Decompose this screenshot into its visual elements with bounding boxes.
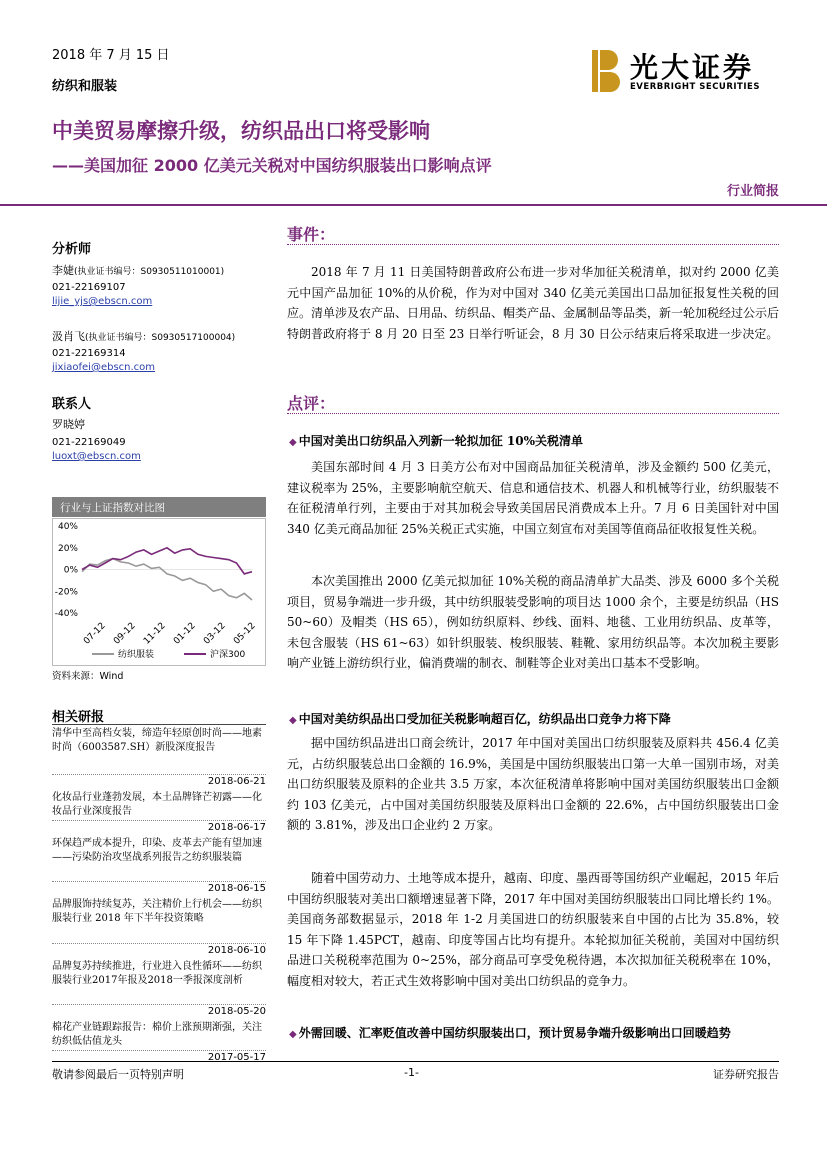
logo-mark-icon	[590, 48, 622, 94]
event-divider	[287, 244, 779, 245]
y-tick-label: 0%	[63, 565, 78, 576]
related-report-date: 2017-05-17	[52, 1050, 266, 1063]
contact	[52, 416, 267, 462]
related-report-date: 2018-05-20	[52, 1004, 266, 1017]
paragraph-3: 据中国纺织品进出口商会统计，2017 年中国对美国出口纺织服装及原料共 456.4 亿美元，占纺织服装总出口金额的 16.9%，美国是中国纺织服装出口第一大单一国别市场，对美出口纺织服装及原料的企业共 3.5 万家，本次征税清单将影响中国对美国纺织服装出口金额约 103 亿美元，占中国对美国纺织服装及原料出口金额的 22.6%，占中国纺织服装出口金额的 3.81%，涉及出口企业约 2 万家。	[287, 736, 779, 833]
analyst-phone: 021-22169107	[52, 282, 126, 293]
related-report-date: 2018-06-15	[52, 881, 266, 894]
related-report-date: 2018-06-10	[52, 943, 266, 956]
footer-divider	[52, 1061, 779, 1062]
analyst-phone: 021-22169314	[52, 348, 126, 359]
analyst-name: 汲肖飞	[52, 330, 85, 343]
x-tick-label: 11-12	[142, 621, 168, 647]
paragraph-2: 本次美国推出 2000 亿美元拟加征 10%关税的商品清单扩大品类、涉及 6000 多个关税项目，贸易争端进一步升级，其中纺织服装受影响的项目达 1000 余个，主要是纺织品（HS 50~60）及帽类（HS 65），例如纺织原料、纱线、面料、地毯、工业用纺织品、皮革等，未包含服装（HS 61~63）如针织服装、梭织服装、鞋靴、家用纺织品等。本次加税主要影响产业链上游纺织行业，偏消费端的制衣、制鞋等企业对美出口基本不受影响。	[287, 574, 779, 671]
page-title: 中美贸易摩擦升级，纺织品出口将受影响	[52, 119, 430, 143]
header-divider	[0, 204, 827, 206]
bullet-text: 外需回暖、汇率贬值改善中国纺织服装出口，预计贸易争端升级影响出口回暖趋势	[298, 1026, 731, 1040]
legend-label: 纺织服装	[118, 650, 155, 660]
contact-email[interactable]: luoxt@ebscn.com	[52, 451, 141, 462]
comment-divider	[287, 413, 779, 414]
series-line-沪深300	[82, 548, 252, 574]
diamond-bullet-icon: ◆	[289, 1029, 297, 1040]
y-tick-label: -20%	[54, 587, 78, 598]
related-report-title[interactable]: 清华中至高档女装，缔造年轻原创时尚——地素时尚（6003587.SH）新股深度报告	[52, 728, 262, 753]
y-tick-label: 40%	[57, 522, 78, 532]
event-heading: 事件：	[287, 225, 336, 244]
related-report-title[interactable]: 棉花产业链跟踪报告：棉价上涨预期渐强，关注纺织低估值龙头	[52, 1022, 262, 1047]
x-tick-label: 01-12	[172, 621, 198, 647]
bullet-text: 中国对美出口纺织品入列新一轮拟加征 10%关税清单	[298, 434, 583, 448]
analyst-email[interactable]: jixiaofei@ebscn.com	[52, 362, 156, 373]
x-tick-label: 09-12	[112, 621, 138, 647]
bullet-heading-2	[289, 709, 779, 731]
report-type: 行业简报	[726, 184, 779, 199]
related-report-date: 2018-06-21	[52, 774, 266, 787]
contact-phone: 021-22169049	[52, 437, 126, 448]
analysts-heading: 分析师	[52, 242, 92, 257]
diamond-bullet-icon: ◆	[289, 437, 297, 448]
page-number: -1-	[404, 1066, 419, 1079]
bullet-text: 中国对美纺织品出口受加征关税影响超百亿，纺织品出口竞争力将下降	[298, 712, 671, 726]
y-tick-label: -40%	[54, 609, 78, 619]
related-divider	[52, 724, 266, 725]
y-tick-label: 20%	[57, 543, 78, 554]
analyst-1	[52, 262, 267, 307]
chart-title-bar	[52, 497, 266, 517]
related-report-title[interactable]: 化妆品行业蓬勃发展，本土品牌锋芒初露——化妆品行业深度报告	[52, 792, 262, 817]
related-report-title[interactable]: 品牌复苏持续推进，行业进入良性循环——纺织服装行业2017年报及2018一季报深度剖析	[52, 961, 262, 986]
contacts-heading: 联系人	[52, 397, 92, 412]
analyst-cert: (执业证书编号：S0930517100004)	[85, 333, 236, 343]
related-report-title[interactable]: 品牌服饰持续复苏，关注精价上行机会——纺织服装行业 2018 年下半年投资策略	[52, 899, 262, 924]
company-logo	[590, 46, 780, 96]
x-tick-label: 05-12	[232, 621, 258, 647]
paragraph-1: 美国东部时间 4 月 3 日美方公布对中国商品加征关税清单，涉及金额约 500 亿美元，建议税率为 25%，主要影响航空航天、信息和通信技术、机器人和机械等行业，纺织服装不在征税清单行列，主要由于对其加税会导致美国居民消费成本上升。7 月 6 日美国针对中国 340 亿美元商品加征 25%关税正式实施，中国立刻宣布对美国等值商品征收报复性关税。	[287, 460, 779, 536]
logo-cn-text: 光大证券	[630, 51, 755, 84]
chart-title: 行业与上证指数对比图	[60, 502, 165, 514]
report-date: 2018 年 7 月 15 日	[52, 48, 170, 63]
footer-disclaimer: 敬请参阅最后一页特别声明	[52, 1068, 184, 1081]
x-tick-label: 07-12	[82, 621, 108, 647]
chart-frame	[53, 519, 266, 666]
industry-label: 纺织和服装	[52, 79, 118, 94]
analyst-name: 李婕	[52, 264, 74, 277]
analyst-email[interactable]: lijie_yjs@ebscn.com	[52, 296, 153, 307]
related-report-date: 2018-06-17	[52, 820, 266, 833]
chart-source: 资料来源：Wind	[52, 671, 124, 682]
footer-report-label: 证券研究报告	[713, 1068, 779, 1081]
paragraph-4: 随着中国劳动力、土地等成本提升，越南、印度、墨西哥等国纺织产业崛起，2015 年后中国纺织服装对美出口额增速显著下降，2017 年中国对美国纺织服装出口同比增长约 1%。美国商务部数据显示，2018 年 1-2 月美国进口的纺织服装来自中国的占比为 35.8%，较 15 年下降 1.45PCT，越南、印度等国占比均有提升。本轮拟加征关税前，美国对中国纺织品进口关税税率范围为 0~25%，部分商品可享受免税待遇，本次拟加征关税税率在 10%，幅度相对较大，若正式生效将影响中国对美出口纺织品的竞争力。	[287, 871, 779, 988]
analyst-cert: (执业证书编号：S0930511010001)	[74, 267, 225, 277]
diamond-bullet-icon: ◆	[289, 715, 297, 726]
legend-label: 沪深300	[210, 650, 246, 660]
comparison-chart	[52, 518, 266, 666]
x-tick-label: 03-12	[202, 621, 228, 647]
bullet-heading-1	[289, 431, 779, 453]
analyst-2	[52, 328, 267, 373]
logo-en-text: EVERBRIGHT SECURITIES	[630, 82, 760, 92]
related-heading: 相关研报	[52, 710, 105, 725]
series-line-纺织服装	[82, 559, 252, 600]
bullet-heading-3	[289, 1023, 779, 1045]
page-subtitle: ——美国加征 2000 亿美元关税对中国纺织服装出口影响点评	[52, 156, 492, 175]
related-report-title[interactable]: 环保趋严成本提升，印染、皮革去产能有望加速——污染防治攻坚战系列报告之纺织服装篇	[52, 838, 262, 863]
contact-name: 罗晓婷	[52, 418, 85, 431]
event-paragraph: 2018 年 7 月 11 日美国特朗普政府公布进一步对华加征关税清单，拟对约 2000 亿美元中国产品加征 10%的从价税，作为对中国对 340 亿美元美国出口品加征报复性关税的回应。清单涉及农产品、日用品、纺织品、帽类产品、金属制品等品类，新一轮加税经过公示后特朗普政府将于 8 月 20 日至 23 日举行听证会，8 月 30 日公示结束后将采取进一步决定。	[287, 265, 780, 341]
comment-heading: 点评：	[287, 394, 336, 413]
